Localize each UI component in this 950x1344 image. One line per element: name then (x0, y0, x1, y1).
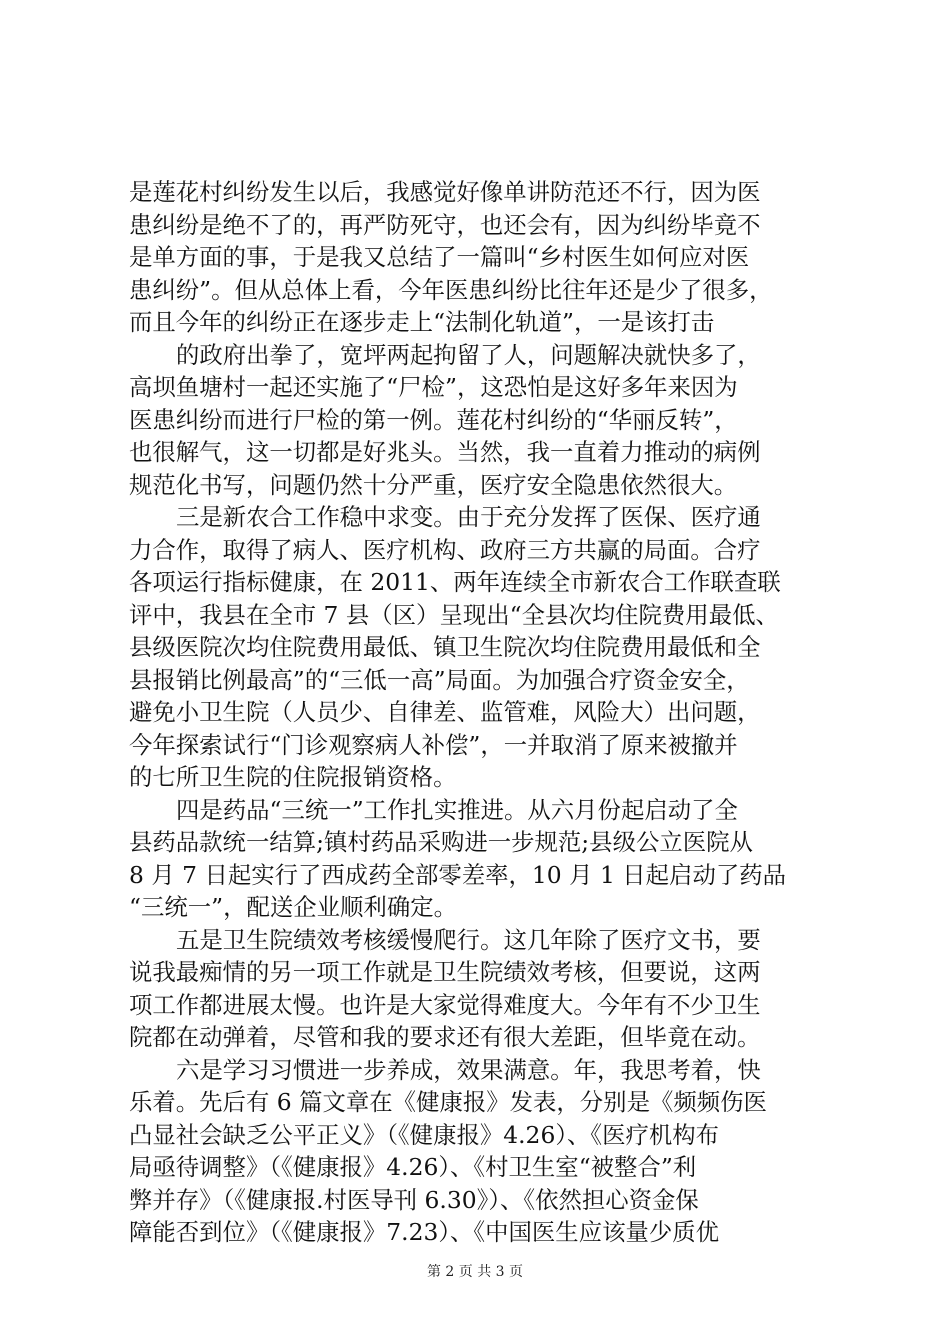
text-line: 六是学习习惯进一步养成，效果满意。年，我思考着，快 (176, 1055, 761, 1084)
text-line: 高坝鱼塘村一起还实施了“尸检”，这恐怕是这好多年来因为 (129, 373, 738, 401)
text-line: 而且今年的纠纷正在逐步走上“法制化轨道”，一是该打击 (129, 308, 715, 336)
text-line: 局亟待调整》（《健康报》4.26）、《村卫生室“被整合”利 (129, 1153, 697, 1181)
text-line: “三统一”，配送企业顺利确定。 (129, 893, 457, 921)
document-body (129, 176, 834, 1249)
text-line: 县级医院次均住院费用最低、镇卫生院次均住院费用最低和全 (129, 633, 761, 661)
text-line: 凸显社会缺乏公平正义》（《健康报》4.26）、《医疗机构布 (129, 1120, 720, 1149)
text-line: 县报销比例最高”的“三低一高”局面。为加强合疗资金安全， (129, 665, 750, 694)
text-line: 项工作都进展太慢。也许是大家觉得难度大。今年有不少卫生 (129, 990, 761, 1019)
text-line: 乐着。先后有 6 篇文章在《健康报》发表，分别是《频频伤医 (129, 1088, 767, 1116)
text-line: 的政府出拳了，宽坪两起拘留了人，问题解决就快多了， (176, 340, 761, 369)
text-line: 的七所卫生院的住院报销资格。 (129, 763, 457, 791)
page-footer: 第 2 页 共 3 页 (426, 1264, 524, 1280)
text-line: 是莲花村纠纷发生以后，我感觉好像单讲防范还不行，因为医 (129, 178, 761, 206)
text-line: 院都在动弹着，尽管和我的要求还有很大差距，但毕竟在动。 (129, 1023, 761, 1051)
text-line: 患纠纷”。但从总体上看，今年医患纠纷比往年还是少了很多， (129, 275, 773, 304)
text-line: 避免小卫生院（人员少、自律差、监管难，风险大）出问题， (129, 698, 761, 726)
text-line: 说我最痴情的另一项工作就是卫生院绩效考核，但要说，这两 (129, 958, 761, 986)
text-line: 8 月 7 日起实行了西成药全部零差率，10 月 1 日起启动了药品 (129, 860, 787, 889)
text-line: 也很解气，这一切都是好兆头。当然，我一直着力推动的病例 (129, 438, 761, 466)
text-line: 医患纠纷而进行尸检的第一例。莲花村纠纷的“华丽反转”， (129, 405, 738, 434)
text-line: 是单方面的事，于是我又总结了一篇叫“乡村医生如何应对医 (129, 243, 750, 271)
text-line: 各项运行指标健康，在 2011、两年连续全市新农合工作联查联 (129, 568, 781, 596)
text-line: 县药品款统一结算;镇村药品采购进一步规范;县级公立医院从 (129, 828, 753, 856)
text-line: 今年探索试行“门诊观察病人补偿”，一并取消了原来被撤并 (129, 730, 738, 759)
text-line: 五是卫生院绩效考核缓慢爬行。这几年除了医疗文书，要 (176, 925, 761, 954)
text-line: 弊并存》（《健康报.村医导刊 6.30》）、《依然担心资金保 (129, 1185, 699, 1214)
text-line: 患纠纷是绝不了的，再严防死守，也还会有，因为纠纷毕竟不 (129, 210, 761, 239)
text-line: 力合作，取得了病人、医疗机构、政府三方共赢的局面。合疗 (129, 535, 761, 564)
text-line: 评中，我县在全市 7 县（区）呈现出“全县次均住院费用最低、 (129, 600, 779, 629)
text-line: 规范化书写，问题仍然十分严重，医疗安全隐患依然很大。 (129, 470, 738, 499)
text-line: 四是药品“三统一”工作扎实推进。从六月份起启动了全 (176, 795, 738, 824)
text-line: 障能否到位》（《健康报》7.23）、《中国医生应该量少质优 (129, 1218, 720, 1246)
text-line: 三是新农合工作稳中求变。由于充分发挥了医保、医疗通 (176, 503, 761, 531)
